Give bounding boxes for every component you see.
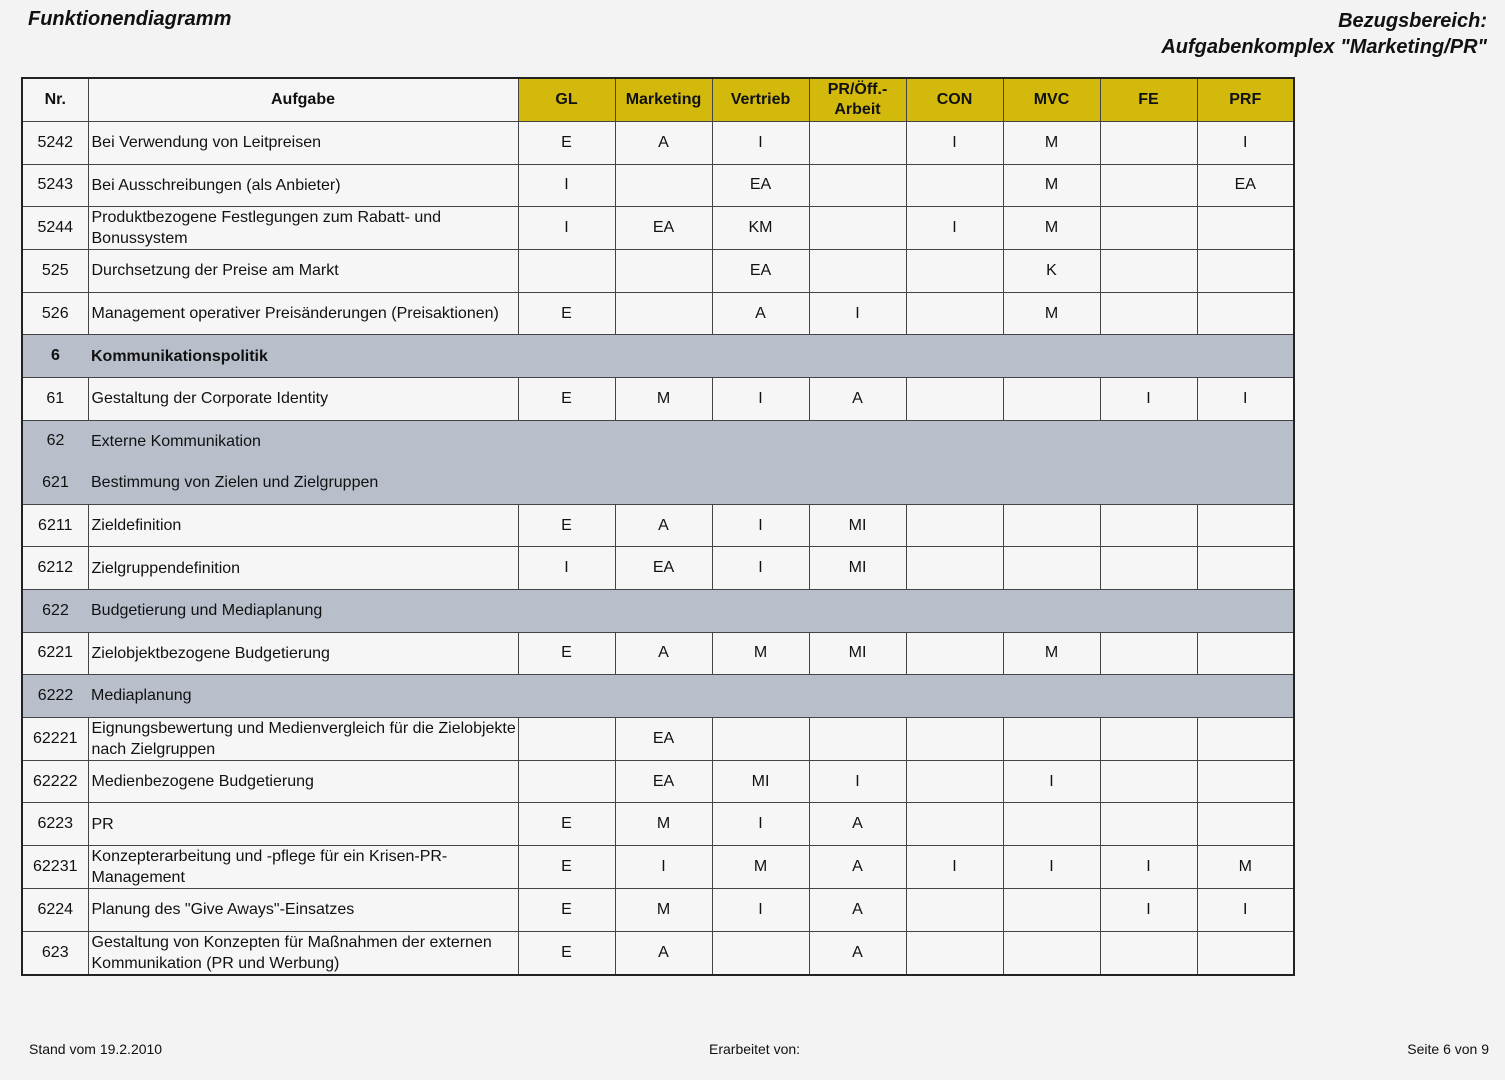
role-cell: EA [615,717,712,760]
table-row [22,377,1294,420]
role-cell: I [1100,845,1197,888]
row-task: Budgetierung und Mediaplanung [88,589,1294,632]
role-cell: A [809,931,906,975]
role-cell [1197,547,1294,590]
footer-author: Erarbeitet von: [709,1041,801,1057]
role-cell [906,803,1003,846]
header-role: MVC [1003,78,1100,122]
header-role: PR/Öff.- Arbeit [809,78,906,122]
role-cell: M [615,803,712,846]
section-row [22,589,1294,632]
role-cell: I [1003,845,1100,888]
footer-date: Stand vom 19.2.2010 [29,1041,163,1057]
role-cell [809,122,906,165]
section-row [22,335,1294,378]
role-cell: MI [712,760,809,803]
row-number: 526 [22,292,88,335]
header-role: CON [906,78,1003,122]
row-task: Management operativer Preisänderungen (Preisaktionen) [88,292,518,335]
row-number: 62221 [22,717,88,760]
header-role: PRF [1197,78,1294,122]
role-cell: K [1003,250,1100,293]
header-role: GL [518,78,615,122]
role-cell: I [712,377,809,420]
footer-page: Seite 6 von 9 [1407,1041,1489,1057]
role-cell: KM [712,207,809,250]
role-cell [712,717,809,760]
role-cell [1003,717,1100,760]
reference-label: Bezugsbereich: [1338,10,1487,32]
role-cell: I [1100,888,1197,931]
role-cell: A [615,504,712,547]
table-row [22,250,1294,293]
role-cell: E [518,931,615,975]
row-number: 6222 [22,675,88,718]
role-cell: A [615,931,712,975]
role-cell: I [809,760,906,803]
row-task: Bestimmung von Zielen und Zielgruppen [88,462,1294,504]
role-cell [1003,888,1100,931]
role-cell: I [518,547,615,590]
role-cell: E [518,803,615,846]
role-cell [1100,547,1197,590]
role-cell: MI [809,504,906,547]
role-cell: I [518,164,615,207]
role-cell [1197,292,1294,335]
role-cell [906,931,1003,975]
role-cell [809,207,906,250]
table-row [22,547,1294,590]
role-cell [615,250,712,293]
role-cell: I [518,207,615,250]
role-cell: A [615,122,712,165]
table-row [22,292,1294,335]
role-cell: A [809,803,906,846]
row-number: 6 [22,335,88,378]
role-cell: M [1197,845,1294,888]
role-cell: E [518,504,615,547]
row-task: Bei Verwendung von Leitpreisen [88,122,518,165]
header-role: Marketing [615,78,712,122]
role-cell [1003,547,1100,590]
role-cell: I [1100,377,1197,420]
role-cell [906,292,1003,335]
row-task: Konzepterarbeitung und -pflege für ein Krisen-PR-Management [88,845,518,888]
role-cell [906,760,1003,803]
table-row [22,803,1294,846]
table-row [22,164,1294,207]
role-cell [906,250,1003,293]
role-cell: A [712,292,809,335]
row-number: 623 [22,931,88,975]
role-cell [1100,931,1197,975]
row-number: 62231 [22,845,88,888]
role-cell [809,250,906,293]
row-number: 6224 [22,888,88,931]
table-row [22,207,1294,250]
row-task: Planung des "Give Aways"-Einsatzes [88,888,518,931]
role-cell: I [1197,888,1294,931]
header-role: Vertrieb [712,78,809,122]
role-cell: I [712,888,809,931]
document-title: Funktionendiagramm [28,8,232,30]
header-task: Aufgabe [88,78,518,122]
role-cell: I [906,207,1003,250]
table-row [22,504,1294,547]
row-task: PR [88,803,518,846]
role-cell: M [1003,292,1100,335]
table-header-row [22,78,1294,122]
role-cell [906,632,1003,675]
role-cell: E [518,292,615,335]
role-cell [1100,803,1197,846]
role-cell: EA [712,164,809,207]
role-cell [1100,122,1197,165]
role-cell: E [518,888,615,931]
role-cell [1003,803,1100,846]
role-cell: I [1003,760,1100,803]
role-cell: E [518,632,615,675]
row-number: 6212 [22,547,88,590]
role-cell [1003,931,1100,975]
row-task: Externe Kommunikation [88,420,1294,462]
role-cell: A [809,845,906,888]
role-cell: I [712,504,809,547]
row-number: 62222 [22,760,88,803]
role-cell [906,377,1003,420]
role-cell [518,250,615,293]
role-cell [809,717,906,760]
role-cell [1197,207,1294,250]
role-cell [1100,250,1197,293]
role-cell: I [712,547,809,590]
reference-area [1161,8,1487,60]
row-task: Mediaplanung [88,675,1294,718]
table-row [22,845,1294,888]
table-row [22,632,1294,675]
role-cell [1100,717,1197,760]
row-number: 5243 [22,164,88,207]
role-cell: EA [615,547,712,590]
role-cell: EA [615,207,712,250]
row-task: Eignungsbewertung und Medienvergleich für die Zielobjekte nach Zielgruppen [88,717,518,760]
row-number: 621 [22,462,88,504]
role-cell: M [712,845,809,888]
section-row [22,675,1294,718]
role-cell [1197,250,1294,293]
row-task: Durchsetzung der Preise am Markt [88,250,518,293]
role-cell [906,504,1003,547]
role-cell [1197,632,1294,675]
role-cell: E [518,845,615,888]
row-task: Gestaltung der Corporate Identity [88,377,518,420]
row-number: 5242 [22,122,88,165]
function-diagram-table [21,77,1295,976]
table-row [22,122,1294,165]
role-cell: M [1003,207,1100,250]
role-cell [809,164,906,207]
role-cell: A [809,888,906,931]
role-cell [1003,504,1100,547]
row-task: Produktbezogene Festlegungen zum Rabatt- und Bonussystem [88,207,518,250]
header-nr: Nr. [22,78,88,122]
role-cell [1100,292,1197,335]
table-row [22,931,1294,975]
role-cell [1100,632,1197,675]
header-role: FE [1100,78,1197,122]
role-cell: MI [809,632,906,675]
role-cell: M [712,632,809,675]
reference-value: Aufgabenkomplex "Marketing/PR" [1161,36,1487,58]
role-cell: EA [615,760,712,803]
role-cell: EA [712,250,809,293]
row-task: Zielobjektbezogene Budgetierung [88,632,518,675]
role-cell: I [809,292,906,335]
role-cell: EA [1197,164,1294,207]
row-number: 6223 [22,803,88,846]
role-cell: I [906,122,1003,165]
role-cell [1197,717,1294,760]
row-number: 622 [22,589,88,632]
role-cell [1197,504,1294,547]
role-cell [1003,377,1100,420]
role-cell [1100,207,1197,250]
role-cell: A [615,632,712,675]
role-cell [1197,931,1294,975]
role-cell: M [1003,632,1100,675]
role-cell [1197,760,1294,803]
row-number: 6221 [22,632,88,675]
section-row [22,420,1294,462]
role-cell [906,717,1003,760]
role-cell [518,717,615,760]
row-task: Medienbezogene Budgetierung [88,760,518,803]
role-cell [906,547,1003,590]
role-cell: I [712,803,809,846]
row-number: 62 [22,420,88,462]
row-number: 525 [22,250,88,293]
row-number: 61 [22,377,88,420]
row-task: Bei Ausschreibungen (als Anbieter) [88,164,518,207]
role-cell [712,931,809,975]
role-cell [1100,164,1197,207]
role-cell: I [906,845,1003,888]
role-cell: I [1197,377,1294,420]
role-cell [615,164,712,207]
role-cell: A [809,377,906,420]
row-task: Zieldefinition [88,504,518,547]
role-cell: E [518,122,615,165]
role-cell: I [615,845,712,888]
role-cell [906,164,1003,207]
table-row [22,717,1294,760]
role-cell: M [1003,122,1100,165]
role-cell [518,760,615,803]
table-row [22,888,1294,931]
role-cell [615,292,712,335]
role-cell: I [1197,122,1294,165]
row-number: 6211 [22,504,88,547]
table-row [22,760,1294,803]
row-task: Kommunikationspolitik [88,335,1294,378]
role-cell: MI [809,547,906,590]
role-cell [1197,803,1294,846]
role-cell: M [615,377,712,420]
section-row [22,462,1294,504]
role-cell: I [712,122,809,165]
row-task: Zielgruppendefinition [88,547,518,590]
role-cell: E [518,377,615,420]
role-cell [1100,760,1197,803]
role-cell [906,888,1003,931]
role-cell: M [615,888,712,931]
role-cell: M [1003,164,1100,207]
role-cell [1100,504,1197,547]
row-number: 5244 [22,207,88,250]
row-task: Gestaltung von Konzepten für Maßnahmen der externen Kommunikation (PR und Werbung) [88,931,518,975]
